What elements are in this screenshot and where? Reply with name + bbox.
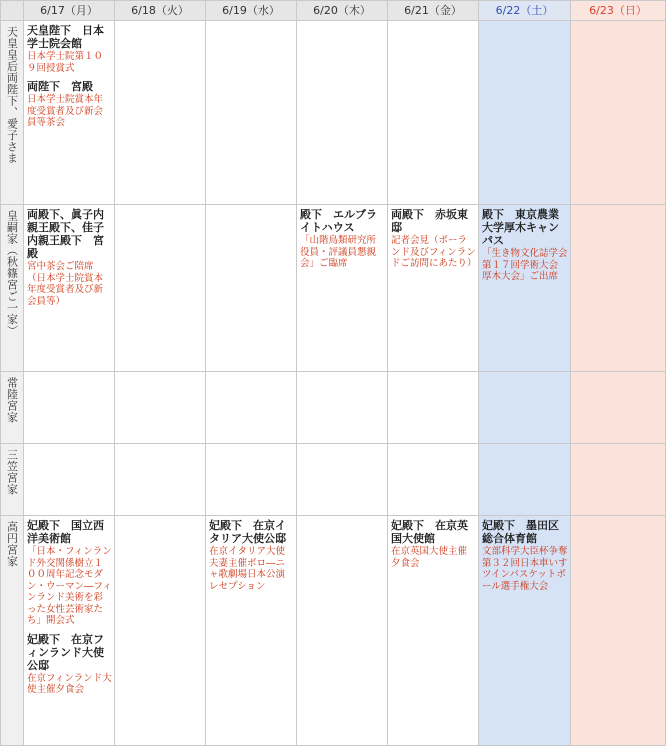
event-detail: 「日本・フィンランド外交関係樹立１００周年記念モダン・ウーマン―フィンランド美術を彩った女性芸術家たち」開会式 (27, 546, 112, 626)
row-label: 天皇皇后両陛下、愛子さま (5, 26, 19, 164)
day-cell (206, 444, 297, 516)
event-detail: 在京フィンランド大使主催夕食会 (27, 672, 112, 695)
day-cell (297, 516, 388, 746)
event-title: 妃殿下 在京フィンランド大使公邸 (27, 632, 104, 672)
day-cell (115, 516, 206, 746)
row-label-cell (1, 205, 24, 372)
event-item (209, 519, 294, 592)
day-cell (115, 205, 206, 372)
event-title: 妃殿下 墨田区総合体育館 (482, 519, 559, 545)
row-label: 高円宮家 (5, 521, 19, 567)
header-corner (1, 1, 24, 21)
day-cell (24, 205, 115, 372)
event-title: 妃殿下 国立西洋美術館 (27, 519, 104, 545)
day-cell (571, 372, 666, 444)
schedule-body (1, 21, 666, 746)
event-detail: 宮中茶会ご陪席（日本学士院賞本年度受賞者及び新会員等） (27, 261, 104, 307)
day-cell (571, 444, 666, 516)
event-title: 殿下 エルブライトハウス (300, 208, 377, 234)
family-row (1, 444, 666, 516)
row-label: 皇嗣家（秋篠宮ご一家） (5, 210, 19, 337)
day-cell (388, 516, 479, 746)
day-header-3: 6/20（木） (297, 1, 388, 21)
day-cell (206, 205, 297, 372)
row-label: 常陸宮家 (5, 377, 19, 423)
day-cell (297, 205, 388, 372)
family-row (1, 205, 666, 372)
event-title: 両殿下 赤坂東邸 (391, 208, 468, 234)
event-detail: 文部科学大臣杯争奪第３２回日本車いすツインバスケットボール選手権大会 (482, 546, 568, 592)
day-cell (297, 372, 388, 444)
day-cell (24, 444, 115, 516)
event-item (27, 24, 112, 74)
event-item (27, 633, 112, 696)
row-label-cell (1, 21, 24, 205)
row-label-cell (1, 516, 24, 746)
event-detail: 記者会見（ポーランド及びフィンランドご訪問にあたり） (391, 235, 477, 269)
day-cell (388, 444, 479, 516)
event-item (27, 519, 112, 627)
event-detail: 日本学士院第１０９回授賞式 (27, 51, 104, 74)
day-cell (115, 21, 206, 205)
day-cell (206, 516, 297, 746)
day-header-5: 6/22（土） (479, 1, 571, 21)
day-cell (24, 516, 115, 746)
day-cell (479, 205, 571, 372)
event-item (391, 519, 476, 569)
event-title: 両陛下 宮殿 (27, 80, 93, 93)
day-header-1: 6/18（火） (115, 1, 206, 21)
event-item (482, 208, 568, 283)
event-item (27, 80, 112, 129)
day-cell (388, 21, 479, 205)
day-cell (297, 21, 388, 205)
day-header-4: 6/21（金） (388, 1, 479, 21)
event-title: 両殿下、眞子内親王殿下、佳子内親王殿下 宮殿 (27, 208, 104, 260)
event-item (482, 519, 568, 592)
event-detail: 日本学士院賞本年度受賞者及び新会員等茶会 (27, 94, 104, 128)
family-row (1, 516, 666, 746)
event-title: 殿下 東京農業大学厚木キャンパス (482, 208, 559, 247)
row-label-cell (1, 372, 24, 444)
event-item (27, 208, 112, 307)
day-cell (479, 372, 571, 444)
day-cell (24, 372, 115, 444)
day-cell (479, 516, 571, 746)
day-cell (297, 444, 388, 516)
event-title: 天皇陛下 日本学士院会館 (27, 24, 104, 50)
day-header-6: 6/23（日） (571, 1, 666, 21)
day-cell (479, 444, 571, 516)
day-cell (24, 21, 115, 205)
event-detail: 在京イタリア大使夫妻主催ボロ―ニャ歌劇場日本公演レセプション (209, 546, 286, 592)
family-row (1, 372, 666, 444)
row-label: 三笠宮家 (5, 449, 19, 495)
day-cell (206, 21, 297, 205)
day-cell (115, 372, 206, 444)
row-label-cell (1, 444, 24, 516)
day-cell (571, 516, 666, 746)
event-title: 妃殿下 在京イタリア大使公邸 (209, 519, 286, 545)
event-detail: 「山階鳥類研究所役員・評議員懇親会」ご臨席 (300, 235, 377, 269)
day-cell (115, 444, 206, 516)
header-row (1, 1, 666, 21)
day-cell (388, 372, 479, 444)
day-cell (388, 205, 479, 372)
day-header-2: 6/19（水） (206, 1, 297, 21)
day-cell (571, 21, 666, 205)
event-title: 妃殿下 在京英国大使館 (391, 519, 468, 545)
event-detail: 「生き物文化誌学会第１７回学術大会 厚木大会」ご出席 (482, 248, 568, 282)
day-cell (571, 205, 666, 372)
day-cell (206, 372, 297, 444)
day-cell (479, 21, 571, 205)
day-header-0: 6/17（月） (24, 1, 115, 21)
event-item (391, 208, 476, 270)
event-item (300, 208, 385, 270)
event-detail: 在京英国大使主催夕食会 (391, 546, 468, 569)
family-row (1, 21, 666, 205)
